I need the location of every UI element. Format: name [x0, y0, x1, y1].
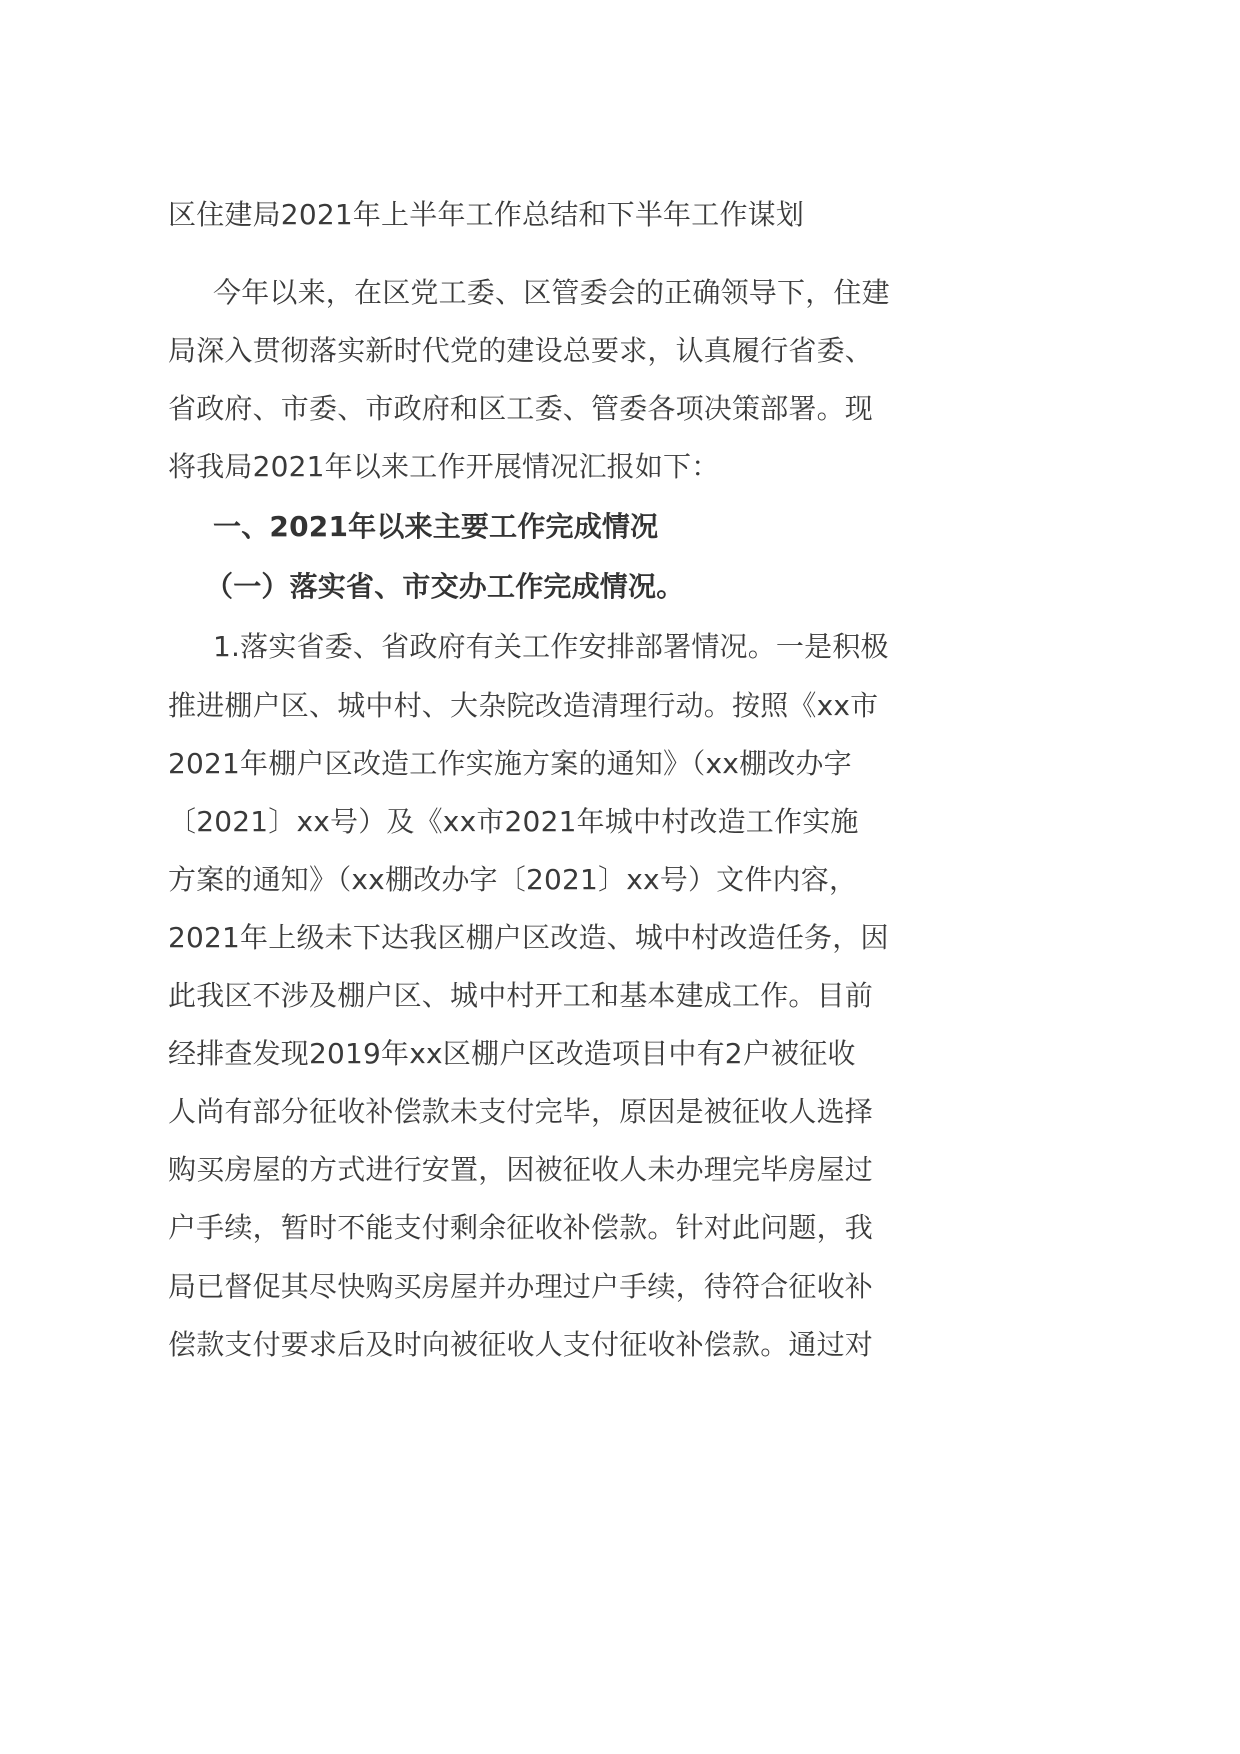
intro-line: 省政府、市委、市政府和区工委、管委各项决策部署。现: [168, 392, 874, 425]
body-line: 局已督促其尽快购买房屋并办理过户手续，待符合征收补: [168, 1270, 874, 1303]
body-line: 方案的通知》（xx棚改办字〔2021〕xx号）文件内容，: [168, 863, 858, 896]
body-line: 户手续，暂时不能支付剩余征收补偿款。针对此问题，我: [168, 1211, 874, 1244]
section-heading: 一、2021年以来主要工作完成情况: [213, 510, 659, 543]
body-line: 经排查发现2019年xx区棚户区改造项目中有2户被征收: [168, 1037, 856, 1070]
body-line: 此我区不涉及棚户区、城中村开工和基本建成工作。目前: [168, 979, 874, 1012]
body-line: 2021年上级未下达我区棚户区改造、城中村改造任务，因: [168, 921, 889, 954]
body-line: 偿款支付要求后及时向被征收人支付征收补偿款。通过对: [168, 1328, 874, 1361]
body-line: 1.落实省委、省政府有关工作安排部署情况。一是积极: [213, 630, 889, 663]
intro-line: 局深入贯彻落实新时代党的建设总要求，认真履行省委、: [168, 334, 874, 367]
body-line: 人尚有部分征收补偿款未支付完毕，原因是被征收人选择: [168, 1095, 874, 1128]
document-title: 区住建局2021年上半年工作总结和下半年工作谋划: [168, 198, 805, 231]
body-line: 〔2021〕xx号）及《xx市2021年城中村改造工作实施: [168, 805, 859, 838]
intro-line: 今年以来，在区党工委、区管委会的正确领导下，住建: [213, 276, 890, 309]
subsection-heading: （一）落实省、市交办工作完成情况。: [205, 570, 685, 603]
body-line: 推进棚户区、城中村、大杂院改造清理行动。按照《xx市: [168, 689, 879, 722]
body-line: 购买房屋的方式进行安置，因被征收人未办理完毕房屋过: [168, 1153, 874, 1186]
intro-line: 将我局2021年以来工作开展情况汇报如下：: [168, 450, 720, 483]
body-line: 2021年棚户区改造工作实施方案的通知》（xx棚改办字: [168, 747, 852, 780]
